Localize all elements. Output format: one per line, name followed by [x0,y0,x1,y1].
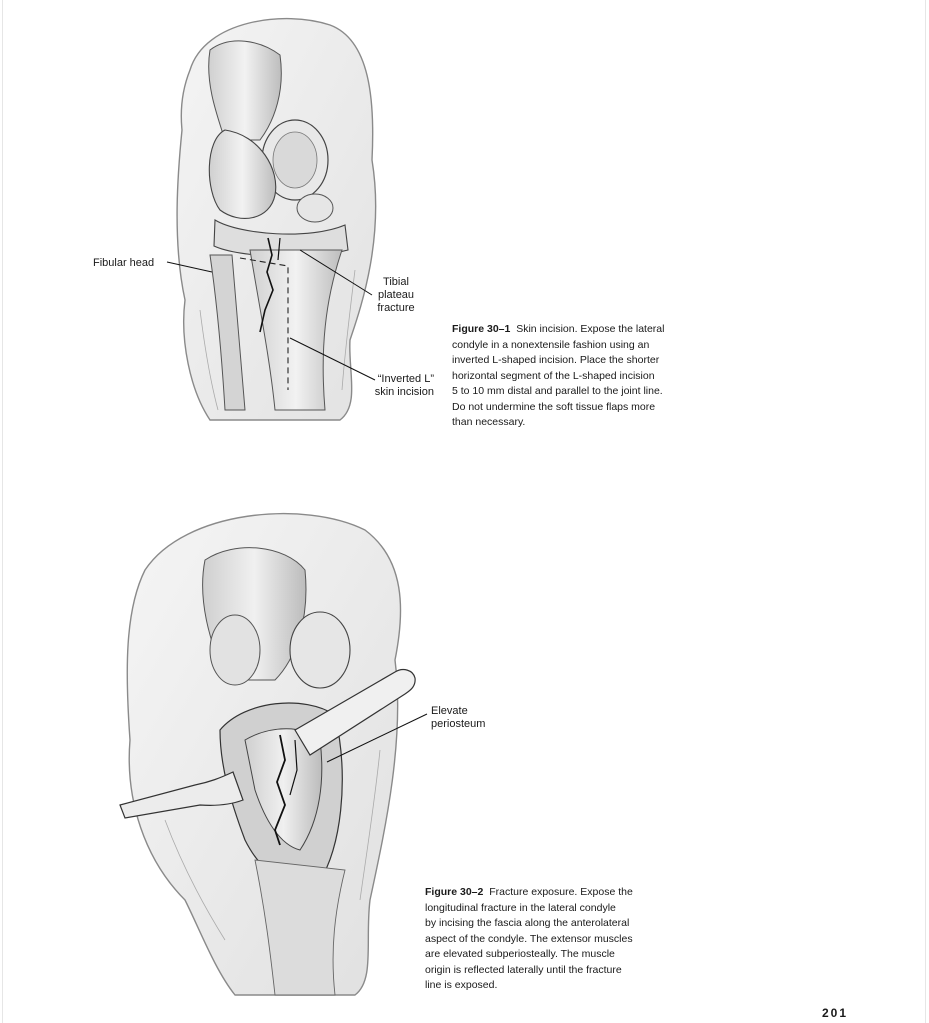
caption-line: origin is reflected laterally until the fracture [425,963,622,976]
page-right-edge [925,0,926,1023]
caption-line: line is exposed. [425,979,498,991]
caption-line [425,885,675,901]
figure-30-1-caption [452,322,702,431]
label-line: skin incision [374,386,434,398]
figure-number: Figure 30–2 [425,886,484,898]
caption-line: horizontal segment of the L-shaped incision [452,369,655,382]
label-line: plateau [377,289,415,301]
caption-line: are elevated subperiosteally. The muscle [425,948,615,960]
page-left-edge [2,0,3,1023]
caption-text: Skin incision. Expose the lateral [516,323,665,335]
caption-line: 5 to 10 mm distal and parallel to the joint line. [452,385,663,397]
label-inverted-l-incision [356,373,434,399]
caption-line: than necessary. [452,416,526,428]
label-line: Elevate [431,705,468,717]
label-fibular-head: Fibular head [93,257,155,269]
caption-text: Fracture exposure. Expose the [489,886,633,898]
caption-line [452,322,702,338]
page-number: 201 [822,1006,849,1020]
label-line: Tibial [383,276,409,288]
label-tibial-plateau-fracture [372,276,420,315]
figure-30-1-knee-illustration [110,10,450,430]
caption-line: inverted L-shaped incision. Place the shorter [452,354,660,366]
caption-line: Do not undermine the soft tissue flaps more [452,400,656,413]
label-elevate-periosteum [431,705,485,731]
caption-line: aspect of the condyle. The extensor muscles [425,932,633,945]
label-line: periosteum [431,718,486,730]
figure-number: Figure 30–1 [452,323,511,335]
caption-line: condyle in a nonextensile fashion using an [452,338,650,351]
caption-line: longitudinal fracture in the lateral condyle [425,901,616,914]
label-line: fracture [377,302,415,314]
caption-line: by incising the fascia along the anterolateral [425,917,630,929]
label-line: “Inverted L” [377,373,434,385]
figure-30-2-exposure-illustration [105,500,435,1000]
figure-30-2-caption [425,885,675,994]
